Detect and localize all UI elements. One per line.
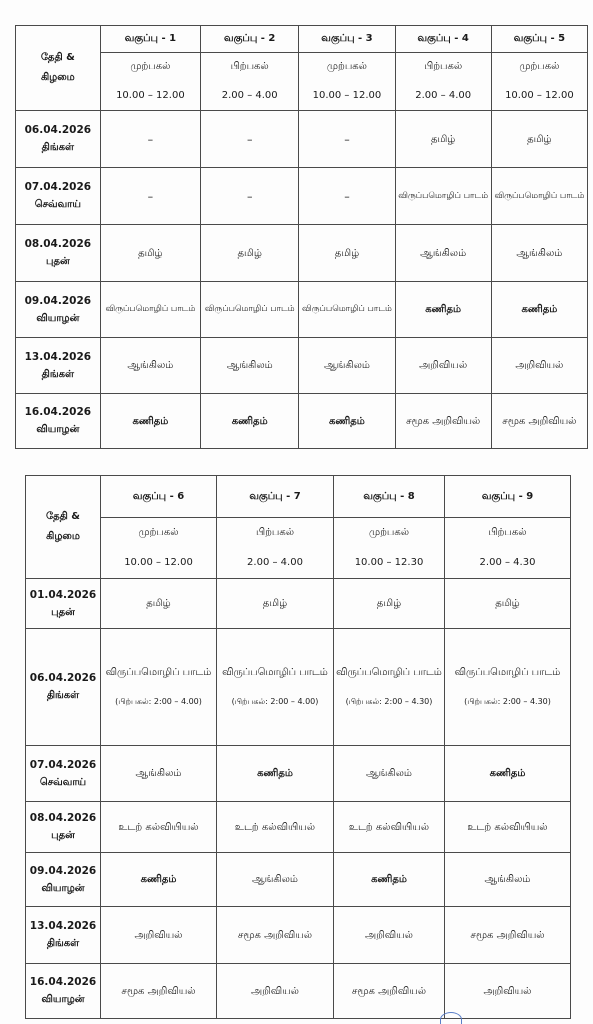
exam-day: வியாழன் (36, 424, 80, 435)
subject-cell: ஆங்கிலம் (299, 338, 395, 394)
exam-date: 13.04.2026 (24, 350, 92, 363)
exam-date: 01.04.2026 (29, 588, 97, 601)
subject-cell: ஆங்கிலம் (445, 853, 571, 907)
date-cell (26, 853, 101, 907)
time-slot: 2.00 – 4.30 (445, 548, 571, 579)
session-note: (பிற்பகல்: 2:00 – 4.30) (464, 697, 551, 706)
exam-date: 09.04.2026 (24, 294, 92, 307)
subject-cell: உடற் கல்வியியல் (101, 802, 217, 853)
subject-cell: கணிதம் (217, 746, 334, 802)
session-row (26, 518, 571, 548)
timetable-classes-1-5 (15, 25, 588, 449)
table-row (26, 964, 571, 1019)
subject-cell: விருப்பமொழிப் பாடம் (395, 168, 491, 225)
exam-date: 07.04.2026 (29, 758, 97, 771)
date-cell (16, 394, 101, 449)
class-header: வகுப்பு - 5 (491, 26, 587, 53)
subject-cell: – (201, 111, 299, 168)
subject-cell: சமூக அறிவியல் (395, 394, 491, 449)
subject-cell: ஆங்கிலம் (491, 225, 587, 282)
exam-date: 08.04.2026 (29, 812, 97, 824)
date-cell (26, 579, 101, 629)
time-slot: 10.00 – 12.00 (491, 81, 587, 111)
time-slot: 2.00 – 4.00 (201, 81, 299, 111)
exam-day: திங்கள் (41, 142, 75, 153)
session-note: (பிற்பகல்: 2:00 – 4.00) (231, 697, 319, 706)
table-row (26, 746, 571, 802)
date-cell (16, 111, 101, 168)
subject-cell: அறிவியல் (395, 338, 491, 394)
time-slot: 10.00 – 12.30 (334, 548, 445, 579)
date-day-header (16, 26, 101, 111)
class-header: வகுப்பு - 7 (217, 476, 334, 518)
session-label: பிற்பகல் (201, 53, 299, 81)
date-cell (26, 907, 101, 964)
subject-cell (334, 629, 445, 746)
date-day-header (26, 476, 101, 579)
subject-cell: கணிதம் (491, 282, 587, 338)
class-header: வகுப்பு - 9 (445, 476, 571, 518)
table-row (26, 579, 571, 629)
date-cell (26, 802, 101, 853)
subject-cell: – (299, 168, 395, 225)
date-cell (26, 964, 101, 1019)
exam-date: 16.04.2026 (24, 406, 92, 418)
subject-cell: உடற் கல்வியியல் (445, 802, 571, 853)
subject-cell: தமிழ் (491, 111, 587, 168)
exam-day: செவ்வாய் (39, 776, 87, 788)
session-label: பிற்பகல் (395, 53, 491, 81)
session-label: முற்பகல் (299, 53, 395, 81)
subject-cell (445, 629, 571, 746)
date-cell (16, 282, 101, 338)
table-row (16, 168, 588, 225)
subject-cell: ஆங்கிலம் (100, 338, 200, 394)
subject-cell: அறிவியல் (491, 338, 587, 394)
subject-cell: ஆங்கிலம் (201, 338, 299, 394)
time-row (26, 548, 571, 579)
exam-day: திங்கள் (41, 368, 75, 380)
subject-cell: – (299, 111, 395, 168)
subject-cell: தமிழ் (299, 225, 395, 282)
subject-cell: – (100, 168, 200, 225)
exam-day: வியாழன் (41, 882, 85, 894)
subject-cell: அறிவியல் (101, 907, 217, 964)
subject-cell: கணிதம் (201, 394, 299, 449)
subject-cell: உடற் கல்வியியல் (217, 802, 334, 853)
subject-cell: விருப்பமொழிப் பாடம் (299, 282, 395, 338)
subject-cell: – (100, 111, 200, 168)
subject-cell: தமிழ் (395, 111, 491, 168)
session-label: முற்பகல் (100, 53, 200, 81)
table-row (16, 111, 588, 168)
date-cell (26, 746, 101, 802)
class-header: வகுப்பு - 4 (395, 26, 491, 53)
time-slot: 2.00 – 4.00 (395, 81, 491, 111)
class-header: வகுப்பு - 6 (101, 476, 217, 518)
date-cell (16, 338, 101, 394)
exam-day: வியாழன் (41, 994, 85, 1005)
subject-cell: தமிழ் (445, 579, 571, 629)
subject-cell: ஆங்கிலம் (395, 225, 491, 282)
exam-date: 07.04.2026 (24, 181, 92, 193)
exam-day: புதன் (46, 256, 70, 267)
date-cell (16, 225, 101, 282)
subject-cell: தமிழ் (217, 579, 334, 629)
subject-cell: கணிதம் (100, 394, 200, 449)
session-label: முற்பகல் (101, 518, 217, 548)
subject-name: விருப்பமொழிப் பாடம் (105, 667, 212, 678)
time-slot: 10.00 – 12.00 (101, 548, 217, 579)
time-slot: 10.00 – 12.00 (299, 81, 395, 111)
date-cell (16, 168, 101, 225)
subject-cell: தமிழ் (100, 225, 200, 282)
timetable-classes-6-9 (25, 475, 571, 1019)
day-label: கிழமை (46, 531, 80, 542)
exam-date: 16.04.2026 (29, 976, 97, 988)
subject-cell: சமூக அறிவியல் (101, 964, 217, 1019)
pen-mark-icon (440, 1012, 462, 1024)
subject-cell: விருப்பமொழிப் பாடம் (491, 168, 587, 225)
table-row (16, 225, 588, 282)
class-header: வகுப்பு - 3 (299, 26, 395, 53)
exam-date: 08.04.2026 (24, 238, 92, 250)
date-cell (26, 629, 101, 746)
exam-day: திங்கள் (46, 690, 80, 701)
exam-date: 06.04.2026 (29, 672, 97, 684)
subject-cell: உடற் கல்வியியல் (334, 802, 445, 853)
subject-cell: அறிவியல் (445, 964, 571, 1019)
table-row (26, 802, 571, 853)
exam-date: 09.04.2026 (29, 864, 97, 877)
exam-day: வியாழன் (36, 312, 80, 324)
subject-cell: அறிவியல் (217, 964, 334, 1019)
table-row (26, 629, 571, 746)
subject-cell: கணிதம் (101, 853, 217, 907)
subject-cell: விருப்பமொழிப் பாடம் (201, 282, 299, 338)
subject-cell: தமிழ் (334, 579, 445, 629)
session-label: முற்பகல் (334, 518, 445, 548)
table-row (16, 338, 588, 394)
exam-day: செவ்வாய் (34, 199, 81, 210)
date-label: தேதி & (45, 511, 80, 522)
subject-cell: கணிதம் (334, 853, 445, 907)
exam-day: புதன் (51, 830, 75, 841)
date-label: தேதி & (40, 52, 75, 63)
subject-cell: தமிழ் (201, 225, 299, 282)
exam-day: திங்கள் (46, 938, 80, 949)
subject-cell: தமிழ் (101, 579, 217, 629)
session-note: (பிற்பகல்: 2:00 – 4.30) (345, 697, 433, 706)
subject-cell: அறிவியல் (334, 907, 445, 964)
subject-cell (101, 629, 217, 746)
class-header-row (16, 26, 588, 53)
time-row (16, 81, 588, 111)
subject-cell: சமூக அறிவியல் (445, 907, 571, 964)
class-header: வகுப்பு - 8 (334, 476, 445, 518)
table-row (16, 282, 588, 338)
subject-cell: கணிதம் (299, 394, 395, 449)
day-label: கிழமை (40, 72, 75, 83)
subject-name: விருப்பமொழிப் பாடம் (454, 667, 561, 678)
session-label: முற்பகல் (491, 53, 587, 81)
exam-date: 13.04.2026 (29, 920, 97, 932)
table-row (26, 853, 571, 907)
session-row (16, 53, 588, 81)
time-slot: 2.00 – 4.00 (217, 548, 334, 579)
subject-cell: கணிதம் (395, 282, 491, 338)
exam-date: 06.04.2026 (24, 124, 92, 136)
subject-cell: சமூக அறிவியல் (217, 907, 334, 964)
subject-cell (217, 629, 334, 746)
subject-cell: சமூக அறிவியல் (334, 964, 445, 1019)
class-header-row (26, 476, 571, 518)
exam-day: புதன் (51, 606, 75, 618)
session-label: பிற்பகல் (217, 518, 334, 548)
subject-cell: ஆங்கிலம் (334, 746, 445, 802)
subject-cell: சமூக அறிவியல் (491, 394, 587, 449)
subject-cell: விருப்பமொழிப் பாடம் (100, 282, 200, 338)
subject-name: விருப்பமொழிப் பாடம் (222, 667, 328, 678)
subject-name: விருப்பமொழிப் பாடம் (336, 667, 442, 678)
time-slot: 10.00 – 12.00 (100, 81, 200, 111)
table-row (16, 394, 588, 449)
subject-cell: கணிதம் (445, 746, 571, 802)
subject-cell: ஆங்கிலம் (101, 746, 217, 802)
session-note: (பிற்பகல்: 2:00 – 4.00) (115, 697, 202, 706)
subject-cell: – (201, 168, 299, 225)
class-header: வகுப்பு - 1 (100, 26, 200, 53)
table-row (26, 907, 571, 964)
class-header: வகுப்பு - 2 (201, 26, 299, 53)
subject-cell: ஆங்கிலம் (217, 853, 334, 907)
session-label: பிற்பகல் (445, 518, 571, 548)
